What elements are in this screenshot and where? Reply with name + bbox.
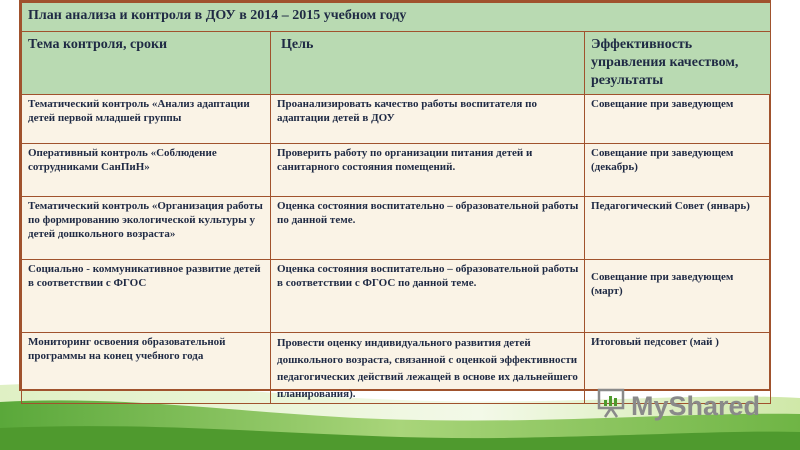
myshared-logo[interactable] <box>597 388 760 424</box>
table-title: План анализа и контроля в ДОУ в 2014 – 2015 учебном году <box>22 3 771 32</box>
logo-text: MyShared <box>630 390 760 421</box>
table-row <box>22 197 771 260</box>
cell-result: Педагогический Совет (январь) <box>585 197 771 260</box>
cell-result: Итоговый педсовет (май ) <box>585 333 771 404</box>
cell-topic: Тематический контроль «Организация работы по формированию экологической культуры у детей дошкольного возраста» <box>22 197 271 260</box>
cell-topic: Оперативный контроль «Соблюдение сотрудниками СанПиН» <box>22 144 271 197</box>
cell-goal: Провести оценку индивидуального развития детей дошкольного возраста, связанной с оценкой эффективности педагогических действий лежащей в основе их дальнейшего планирования). <box>271 333 585 404</box>
table-row <box>22 144 771 197</box>
table-row <box>22 260 771 333</box>
cell-result: Совещание при заведующем (март) <box>585 260 771 333</box>
table-row <box>22 95 771 144</box>
cell-goal: Оценка состояния воспитательно – образовательной работы в соответствии с ФГОС по данной теме. <box>271 260 585 333</box>
header-topic: Тема контроля, сроки <box>22 32 271 95</box>
header-result: Эффективность управления качеством, результаты <box>585 32 771 95</box>
cell-result: Совещание при заведующем (декабрь) <box>585 144 771 197</box>
cell-result: Совещание при заведующем <box>585 95 771 144</box>
table-title-row <box>22 3 771 32</box>
cell-goal: Проверить работу по организации питания детей и санитарного состояния помещений. <box>271 144 585 197</box>
control-plan-table-container <box>19 0 771 400</box>
cell-goal: Оценка состояния воспитательно – образовательной работы по данной теме. <box>271 197 585 260</box>
cell-goal: Проанализировать качество работы воспитателя по адаптации детей в ДОУ <box>271 95 585 144</box>
cell-topic: Мониторинг освоения образовательной программы на конец учебного года <box>22 333 271 404</box>
cell-topic: Социально - коммуникативное развитие детей в соответствии с ФГОС <box>22 260 271 333</box>
table-header-row <box>22 32 771 95</box>
control-plan-table <box>21 2 771 404</box>
presentation-chart-icon <box>597 387 627 426</box>
header-goal: Цель <box>271 32 585 95</box>
cell-topic: Тематический контроль «Анализ адаптации детей первой младшей группы <box>22 95 271 144</box>
